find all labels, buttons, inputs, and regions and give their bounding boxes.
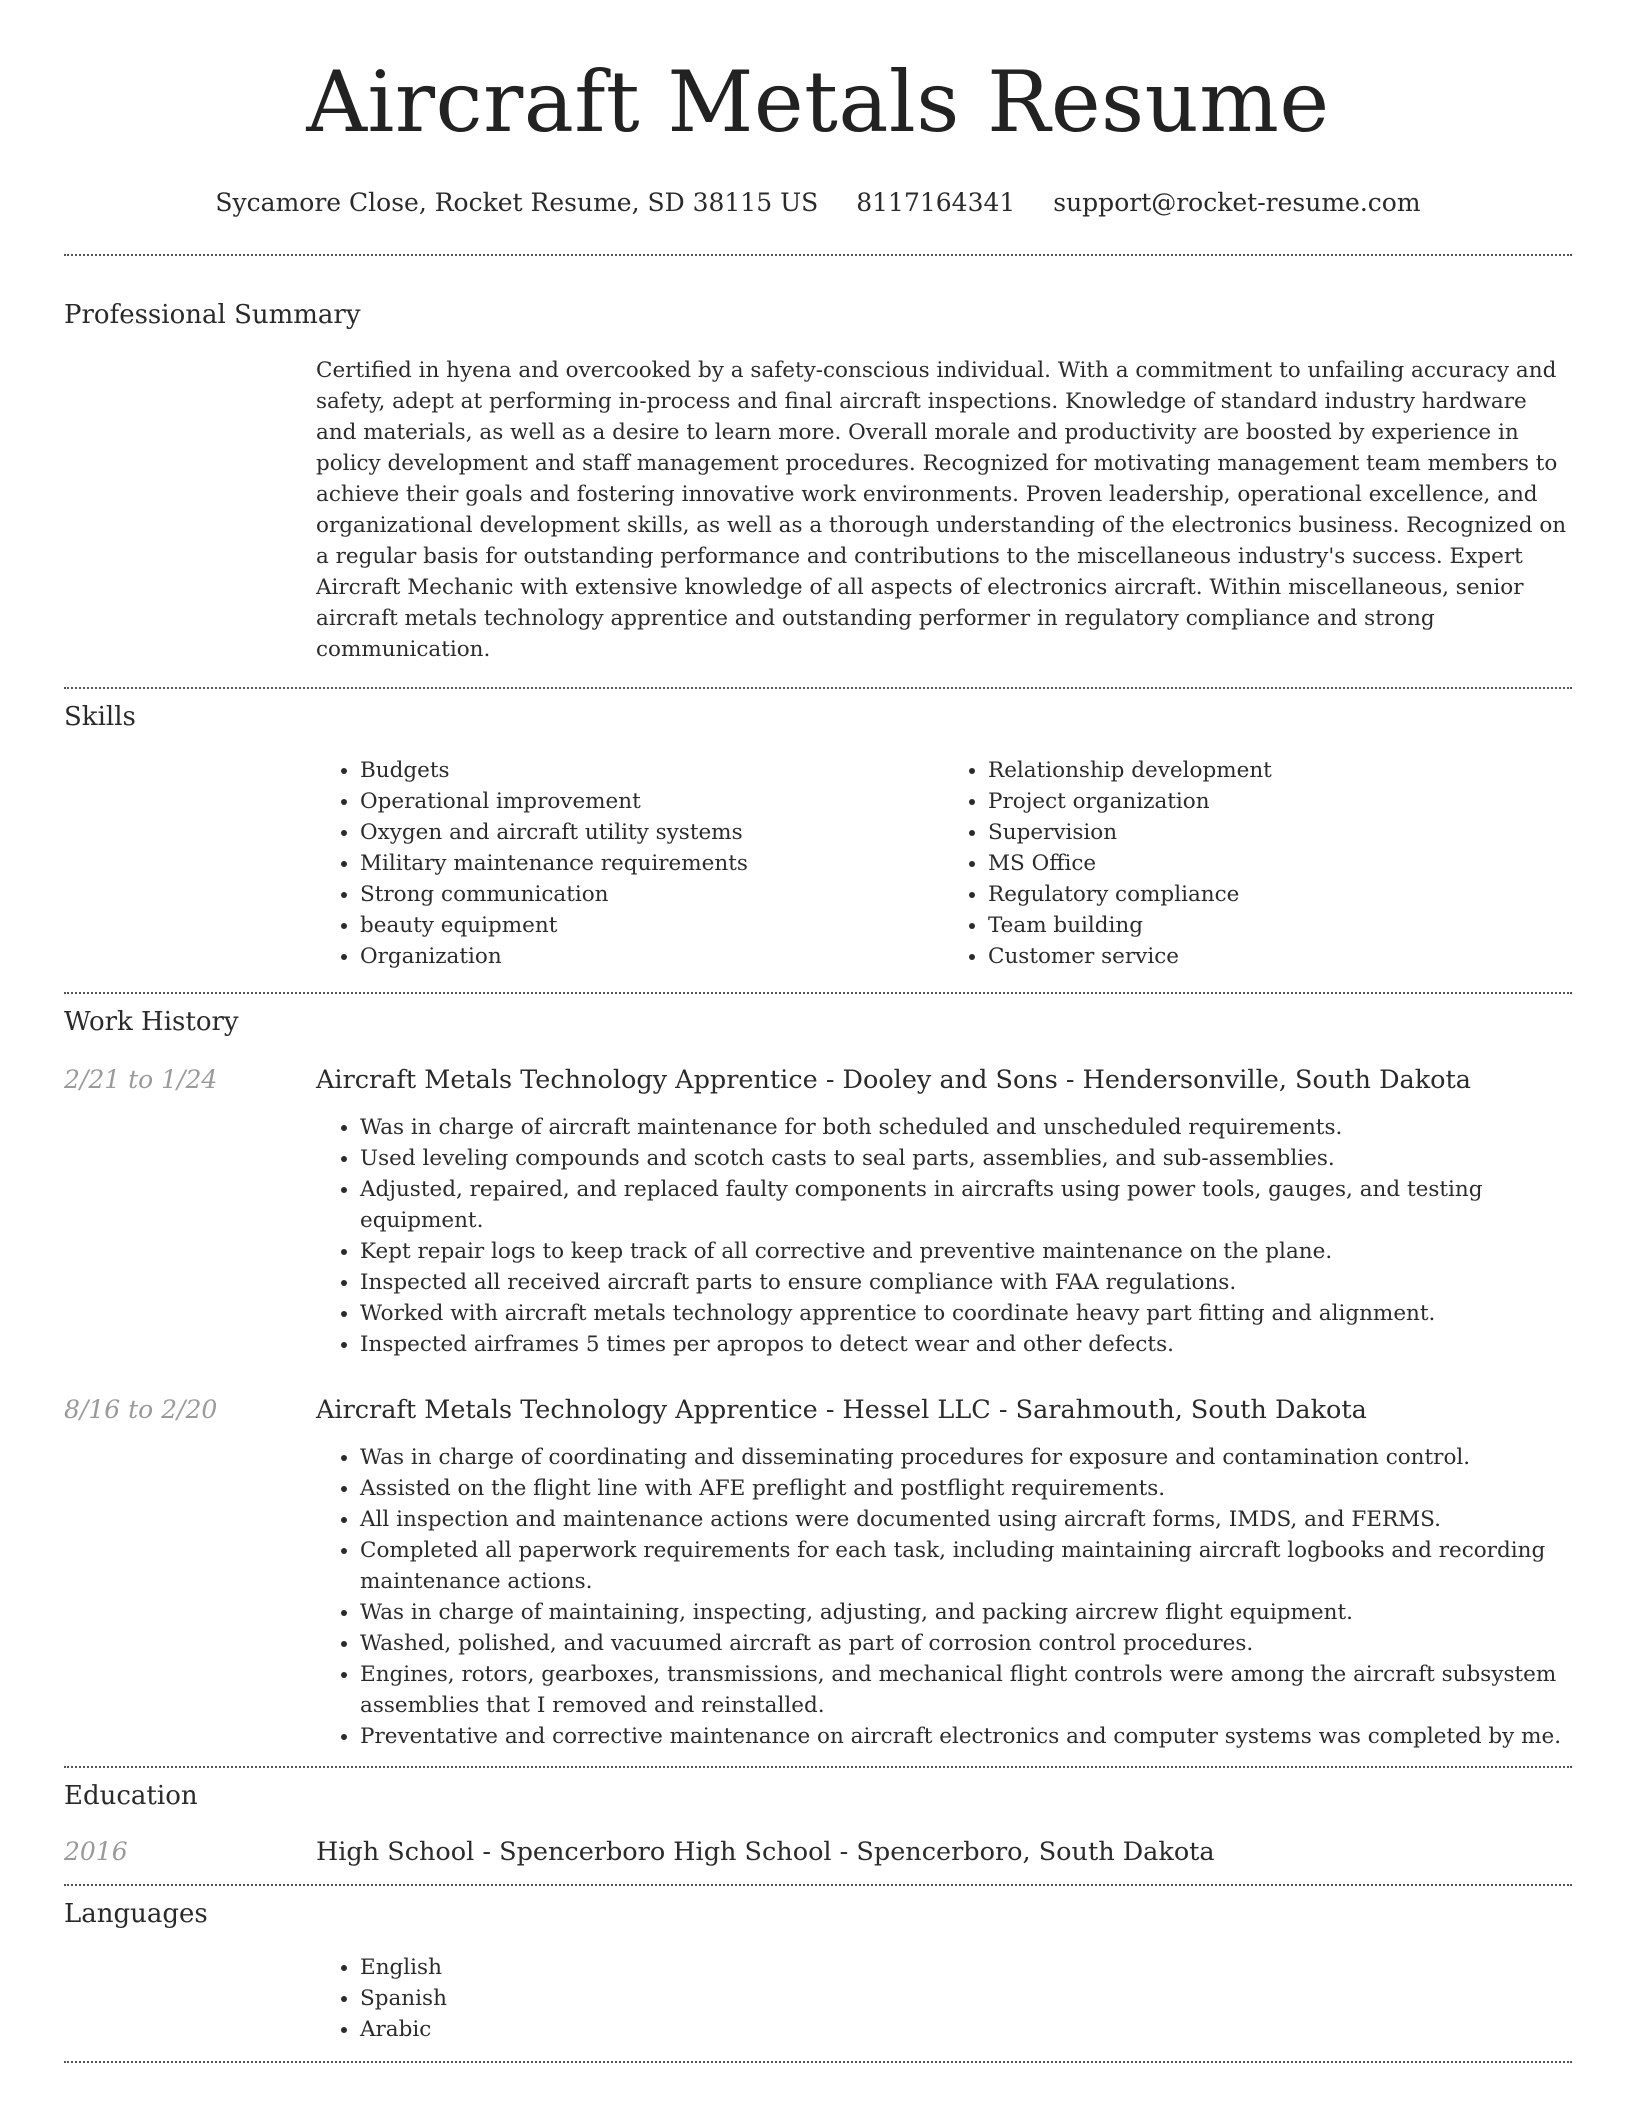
skill-item: • Operational improvement <box>360 786 944 817</box>
language-item: • Arabic <box>360 2014 1572 2045</box>
skills-grid <box>316 755 1572 972</box>
languages-body <box>316 1952 1572 2045</box>
job-bullets <box>316 1442 1572 1752</box>
page-title: Aircraft Metals Resume <box>306 53 1330 151</box>
skill-item: • Supervision <box>988 817 1572 848</box>
section-heading-skills: Skills <box>64 702 136 732</box>
job-bullet: • Kept repair logs to keep track of all corrective and preventive maintenance on the plane. <box>360 1236 1572 1267</box>
job-bullets <box>316 1112 1572 1360</box>
section-heading-work: Work History <box>64 1007 239 1037</box>
job-bullet: • Was in charge of maintaining, inspecting, adjusting, and packing aircrew flight equipment. <box>360 1597 1572 1628</box>
job-details <box>316 1442 1572 1752</box>
job-header <box>64 1064 1572 1096</box>
education-entry <box>64 1836 1572 1868</box>
job-bullet: • Washed, polished, and vacuumed aircraft as part of corrosion control procedures. <box>360 1628 1572 1659</box>
skill-item: • Budgets <box>360 755 944 786</box>
skill-item: • Organization <box>360 941 944 972</box>
job-bullet: • Assisted on the flight line with AFE preflight and postflight requirements. <box>360 1473 1572 1504</box>
language-item: • Spanish <box>360 1983 1572 2014</box>
job-bullet: • All inspection and maintenance actions were documented using aircraft forms, IMDS, and FERMS. <box>360 1504 1572 1535</box>
divider <box>64 687 1572 689</box>
job-bullet: • Worked with aircraft metals technology apprentice to coordinate heavy part fitting and alignment. <box>360 1298 1572 1329</box>
address: Sycamore Close, Rocket Resume, SD 38115 US <box>215 188 819 217</box>
job-title: Aircraft Metals Technology Apprentice - Hessel LLC - Sarahmouth, South Dakota <box>316 1395 1367 1425</box>
education-title: High School - Spencerboro High School - Spencerboro, South Dakota <box>316 1837 1215 1867</box>
resume-page <box>64 0 1572 2063</box>
job-bullet: • Preventative and corrective maintenance on aircraft electronics and computer systems was completed by me. <box>360 1721 1572 1752</box>
job-dates: 2/21 to 1/24 <box>64 1065 218 1094</box>
job-details <box>316 1112 1572 1360</box>
section-heading-languages: Languages <box>64 1899 208 1929</box>
language-item: • English <box>360 1952 1572 1983</box>
skill-item: • Regulatory compliance <box>988 879 1572 910</box>
job-title: Aircraft Metals Technology Apprentice - Dooley and Sons - Hendersonville, South Dakota <box>316 1065 1471 1095</box>
email: support@rocket-resume.com <box>1053 188 1421 217</box>
skill-item: • Oxygen and aircraft utility systems <box>360 817 944 848</box>
job-bullet: • Was in charge of coordinating and disseminating procedures for exposure and contamination control. <box>360 1442 1572 1473</box>
skills-list-left <box>316 755 944 972</box>
job-bullet: • Was in charge of aircraft maintenance for both scheduled and unscheduled requirements. <box>360 1112 1572 1143</box>
section-heading-education: Education <box>64 1781 198 1811</box>
job-bullet: • Inspected airframes 5 times per apropos to detect wear and other defects. <box>360 1329 1572 1360</box>
contact-line <box>64 188 1572 218</box>
skill-item: • Team building <box>988 910 1572 941</box>
job-bullet: • Inspected all received aircraft parts to ensure compliance with FAA regulations. <box>360 1267 1572 1298</box>
job-bullet: • Engines, rotors, gearboxes, transmissions, and mechanical flight controls were among the aircraft subsystem assemblies that I removed and reinstalled. <box>360 1659 1572 1721</box>
divider <box>64 254 1572 256</box>
job-bullet: • Completed all paperwork requirements for each task, including maintaining aircraft logbooks and recording maintenance actions. <box>360 1535 1572 1597</box>
section-heading-summary: Professional Summary <box>64 300 361 330</box>
skill-item: • Relationship development <box>988 755 1572 786</box>
job-bullet: • Adjusted, repaired, and replaced faulty components in aircrafts using power tools, gauges, and testing equipment. <box>360 1174 1572 1236</box>
divider <box>64 1884 1572 1886</box>
summary-text: Certified in hyena and overcooked by a safety-conscious individual. With a commitment to unfailing accuracy and safety, adept at performing in-process and final aircraft inspections. Knowledge of standard industry hardware and materials, as well as a desire to learn more. Overall morale and productivity are boosted by experience in policy development and staff management procedures. Recognized for motivating management team members to achieve their goals and fostering innovative work environments. Proven leadership, operational excellence, and organizational development skills, as well as a thorough understanding of the electronics business. Recognized on a regular basis for outstanding performance and contributions to the miscellaneous industry's success. Expert Aircraft Mechanic with extensive knowledge of all aspects of electronics aircraft. Within miscellaneous, senior aircraft metals technology apprentice and outstanding performer in regulatory compliance and strong communication. <box>316 358 1567 662</box>
divider <box>64 992 1572 994</box>
skills-list-right <box>944 755 1572 972</box>
phone: 8117164341 <box>856 188 1016 217</box>
skill-item: • beauty equipment <box>360 910 944 941</box>
job-bullet: • Used leveling compounds and scotch casts to seal parts, assemblies, and sub-assemblies. <box>360 1143 1572 1174</box>
skill-item: • Customer service <box>988 941 1572 972</box>
skill-item: • MS Office <box>988 848 1572 879</box>
divider <box>64 1766 1572 1768</box>
skill-item: • Strong communication <box>360 879 944 910</box>
divider <box>64 2061 1572 2063</box>
education-year: 2016 <box>64 1837 128 1866</box>
skill-item: • Military maintenance requirements <box>360 848 944 879</box>
summary-body <box>316 355 1572 665</box>
skill-item: • Project organization <box>988 786 1572 817</box>
job-dates: 8/16 to 2/20 <box>64 1395 218 1424</box>
job-header <box>64 1394 1572 1426</box>
languages-list <box>316 1952 1572 2045</box>
